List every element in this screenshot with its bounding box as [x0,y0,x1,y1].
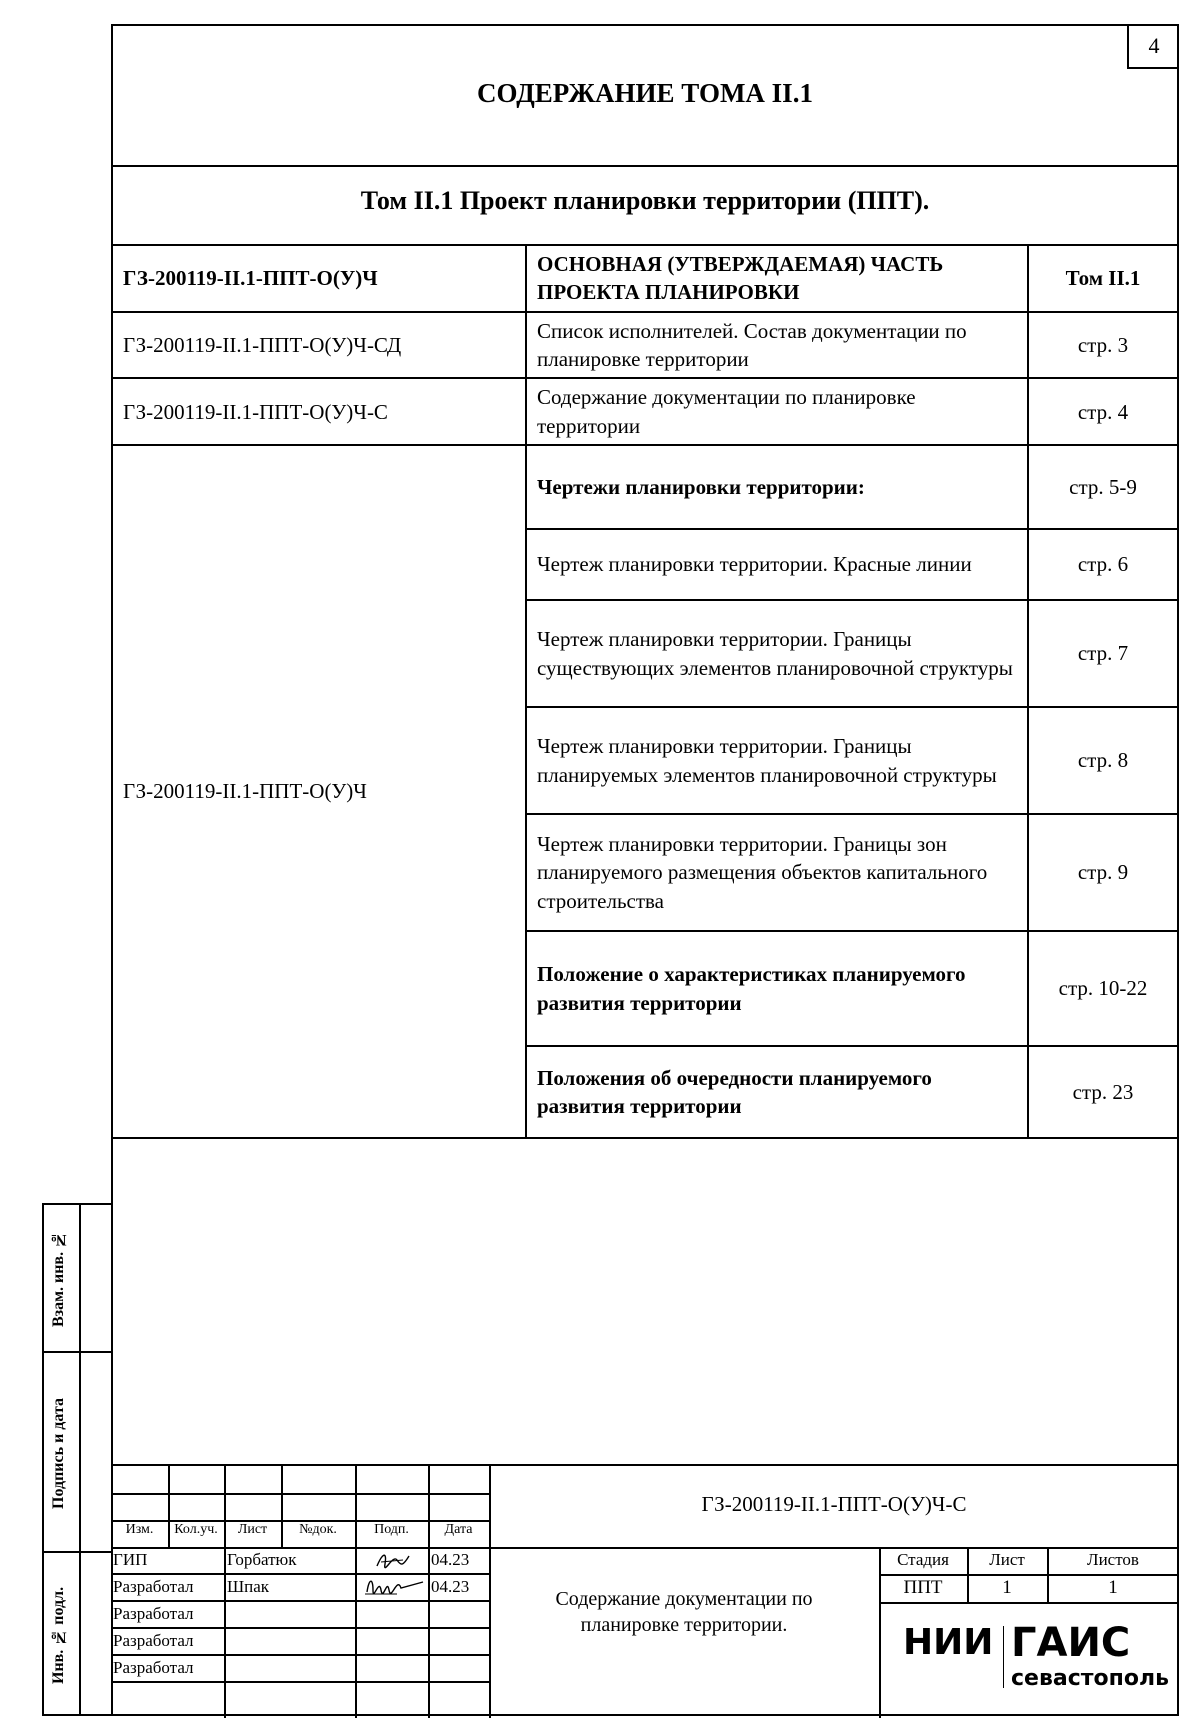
stamp-header: Изм. [125,1522,154,1537]
row-name: Положения об очередности планируемого развития территории [526,1046,1028,1138]
row-code: ГЗ-200119-II.1-ППТ-О(У)Ч-С [112,378,526,445]
row-name: Чертежи планировки территории: [526,445,1028,529]
stamp-header: Дата [444,1522,473,1537]
page-number: 4 [1127,24,1179,69]
row-page: стр. 8 [1028,707,1178,814]
row-page: стр. 6 [1028,529,1178,600]
row-name: Положение о характеристиках планируемого развития территории [526,931,1028,1046]
side-box-vzam [42,1203,113,1353]
stamp-doc-name: Содержание документации по планировке территории. [555,1588,813,1636]
stamp-doc-code: ГЗ-200119-II.1-ППТ-О(У)Ч-С [701,1492,967,1516]
title-block [111,1464,1179,1716]
logo-subtext: севастополь [1011,1666,1169,1691]
table-row [112,312,1178,379]
logo-text-left: НИИ [903,1622,994,1663]
signature-icon [373,1550,413,1572]
row-name: Чертеж планировки территории. Границы зон планируемого размещения объектов капитального строительства [526,814,1028,931]
company-logo [891,1614,1179,1714]
row-name: Содержание документации по планировке территории [526,378,1028,445]
stamp-role: Разработал [113,1604,194,1623]
header-page: Том II.1 [1028,245,1178,312]
row-page: стр. 10-22 [1028,931,1178,1046]
row-page: стр. 7 [1028,600,1178,707]
logo-text-right: ГАИС [1011,1620,1131,1666]
stamp-role: Разработал [113,1631,194,1650]
table-row [112,245,1178,312]
stamp-date: 04.23 [431,1550,470,1569]
row-page: стр. 3 [1028,312,1178,379]
stamp-role: ГИП [113,1550,148,1569]
stamp-header: Подп. [374,1522,409,1537]
stamp-header: №док. [299,1522,337,1537]
side-box-inv [42,1551,113,1716]
stamp-person: Горбатюк [227,1550,297,1569]
contents-table [111,244,1179,1139]
row-name: Чертеж планировки территории. Границы существующих элементов планировочной структуры [526,600,1028,707]
header-name: ОСНОВНАЯ (УТВЕРЖДАЕМАЯ) ЧАСТЬ ПРОЕКТА ПЛАНИРОВКИ [526,245,1028,312]
group-code: ГЗ-200119-II.1-ППТ-О(У)Ч [112,445,526,1138]
row-page: стр. 9 [1028,814,1178,931]
sheet-label: Лист [989,1550,1025,1569]
document-title: СОДЕРЖАНИЕ ТОМА II.1 [477,78,813,108]
stage-value: ППТ [903,1577,943,1598]
stage-label: Стадия [897,1550,949,1569]
divider [111,165,1179,167]
sheet-value: 1 [1002,1577,1012,1598]
stamp-header: Лист [237,1522,268,1537]
row-name: Чертеж планировки территории. Красные линии [526,529,1028,600]
sheets-label: Листов [1087,1550,1139,1569]
signature-icon [363,1574,427,1598]
sheets-value: 1 [1108,1577,1118,1598]
header-code: ГЗ-200119-II.1-ППТ-О(У)Ч [112,245,526,312]
row-page: стр. 5-9 [1028,445,1178,529]
row-page: стр. 23 [1028,1046,1178,1138]
stamp-role: Разработал [113,1577,194,1596]
volume-title: Том II.1 Проект планировки территории (ППТ). [360,186,930,215]
row-code: ГЗ-200119-II.1-ППТ-О(У)Ч-СД [112,312,526,379]
stamp-person: Шпак [227,1577,270,1596]
side-label-inv: Инв. № подл. [50,1586,67,1685]
row-name: Чертеж планировки территории. Границы планируемых элементов планировочной структуры [526,707,1028,814]
stamp-header: Кол.уч. [174,1522,218,1537]
row-page: стр. 4 [1028,378,1178,445]
table-row [112,378,1178,445]
side-label-vzam: Взам. инв. № [50,1230,67,1328]
side-label-podpis: Подпись и дата [50,1397,67,1509]
stamp-role: Разработал [113,1658,194,1677]
table-row [112,445,1178,529]
row-name: Список исполнителей. Состав документации по планировке территории [526,312,1028,379]
side-box-podpis [42,1351,113,1553]
stamp-date: 04.23 [431,1577,470,1596]
